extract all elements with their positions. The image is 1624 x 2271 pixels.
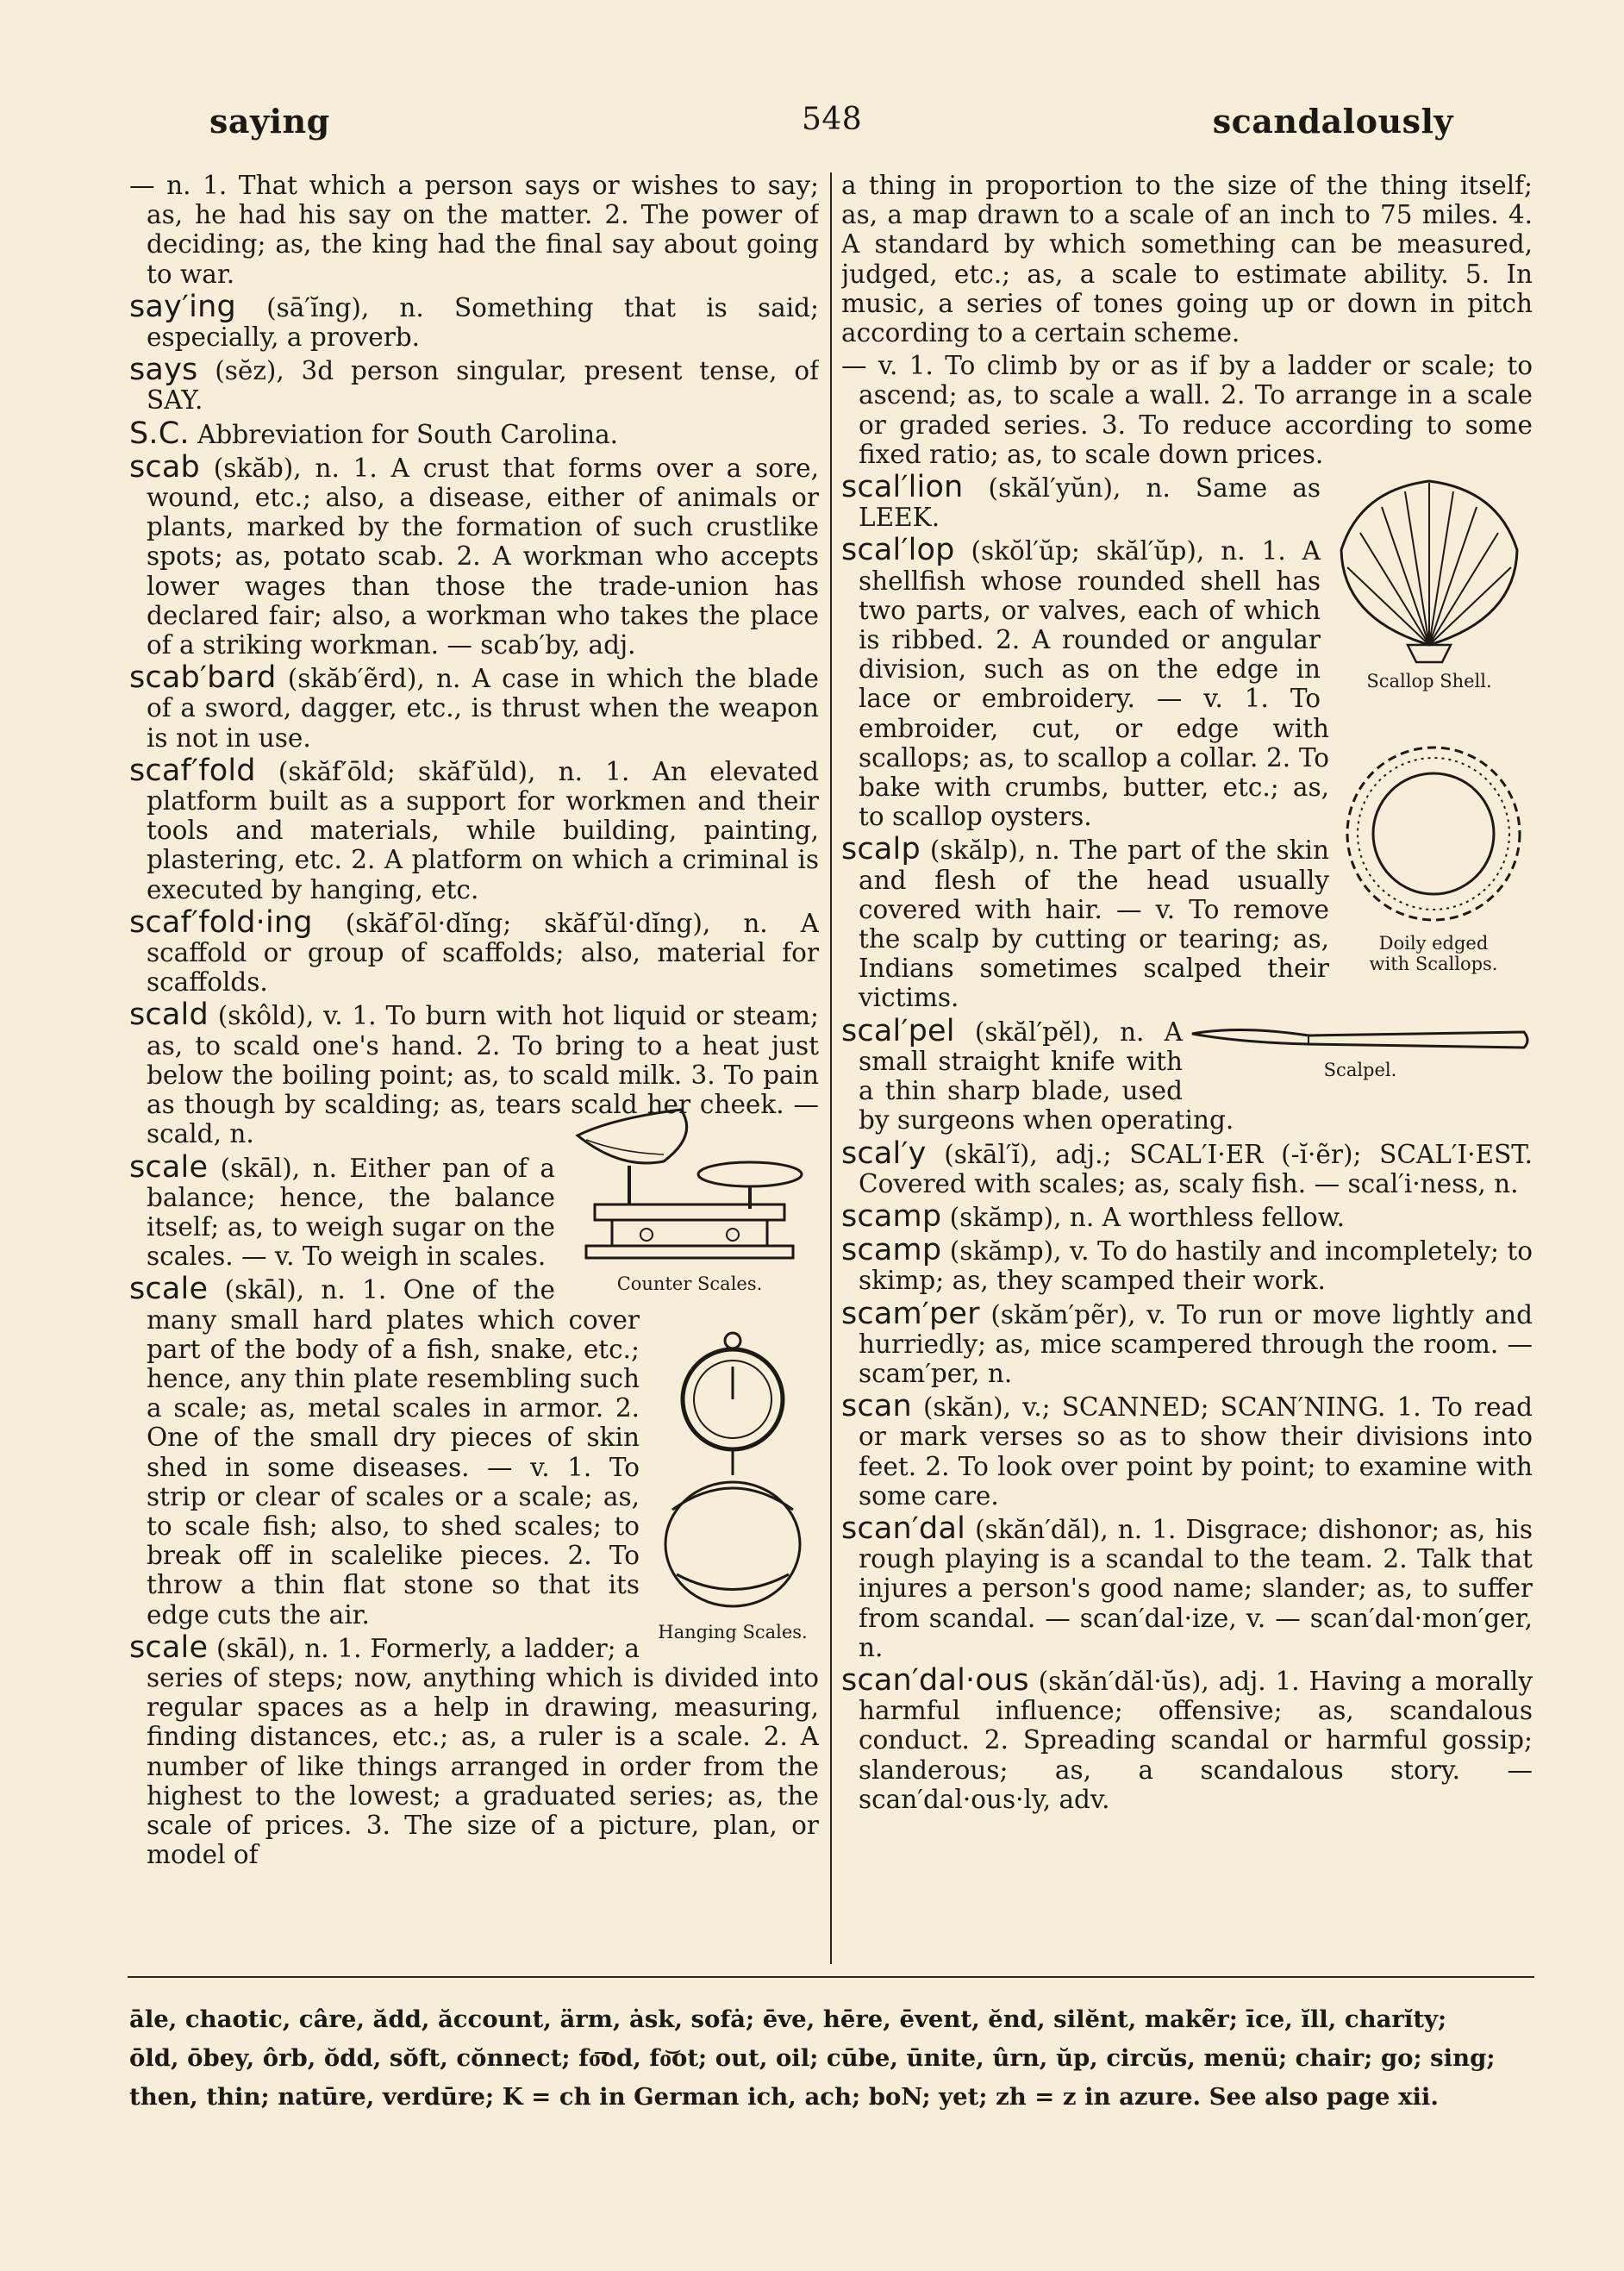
definition: (skăn′dăl·ŭs), adj. 1. Having a morally harmful influence; offensive; as, scandalous conduct. 2. Spreading scandal or harmful gossip; slanderous; as, a scandalous story. — scan′dal·ous·ly, adv.	[859, 1666, 1533, 1814]
definition: Abbreviation for South Carolina.	[189, 419, 619, 449]
headword: scab′bard	[129, 660, 277, 696]
definition: a thing in proportion to the size of the thing itself; as, a map drawn to a scale of an inch to 75 miles. 4. A standard by which something can be measured, judged, etc.; as, a scale to estimate ability. 5. In music, a series of tones going up or down in pitch according to a certain scheme.	[841, 171, 1533, 348]
entry-sc	[129, 416, 819, 451]
definition: (skăn′dăl), n. 1. Disgrace; dishonor; as, his rough playing is a scandal to the team. 2. Talk that injures a person's good name; slander; as, to suffer from scandal. — scan′dal·ize, v. — scan′dal·mon′ger, n.	[859, 1514, 1533, 1662]
definition: (skăl′pĕl), n. A small straight knife with a thin sharp blade, used by surgeons when operating.	[859, 1017, 1234, 1136]
entry-scale-continued	[841, 171, 1533, 347]
counter-scales-illustration	[560, 1101, 819, 1273]
headword: scal′lion	[841, 470, 964, 505]
definition: (skāl′ĭ), adj.; SCAL′I·ER (-ĭ·ẽr); SCAL′I·EST. Covered with scales; as, scaly fish. — scal′i·ness, n.	[859, 1139, 1533, 1198]
headword: scale	[129, 1272, 209, 1307]
headword: scald	[129, 998, 209, 1033]
page-number: 548	[802, 102, 863, 137]
footer-rule	[128, 1976, 1534, 1978]
definition: (skăb′ẽrd), n. A case in which the blade of a sword, dagger, etc., is thrust when the weapon is not in use.	[147, 664, 819, 753]
doily-figure	[1334, 735, 1533, 974]
hanging-scales-illustration	[646, 1329, 819, 1622]
headword: scal′y	[841, 1136, 927, 1171]
headword: scaf′fold	[129, 753, 256, 788]
headword: scale	[129, 1149, 209, 1185]
doily-illustration	[1334, 735, 1533, 933]
headword: scab	[129, 449, 200, 485]
entry-scamp-verb	[841, 1233, 1533, 1296]
key-line: āle, chaotic, câre, ădd, ăccount, ärm, ȧsk, sofȧ; ēve, hēre, ēvent, ĕnd, silĕnt, makẽr; īce, ĭll, charĭty;	[129, 2005, 1447, 2033]
right-column	[841, 171, 1533, 1964]
definition: — n. 1. That which a person says or wishes to say; as, he had his say on the matter. 2. The power of deciding; as, the king had the final say about going to war.	[129, 171, 819, 289]
headword: say′ing	[129, 289, 236, 324]
definition: (skŏl′ŭp; skăl′ŭp), n. 1. A shellfish whose rounded shell has two parts, or valves, each of which is ribbed. 2. A rounded or angular division, such as on the edge in lace or embroidery. — v. 1. To embroider, cut, or edge with scallops; as, to scallop a collar. 2. To bake with crumbs, butter, etc.; as, to scallop oysters.	[859, 536, 1329, 832]
definition: (skălp), n. The part of the skin and flesh of the head usually covered with hair. — v. To remove the scalp by cutting or tearing; as, Indians sometimes scalped their victims.	[859, 835, 1329, 1013]
entry-scale-verb	[841, 351, 1533, 469]
definition: (skāl), n. 1. One of the many small hard plates which cover part of the body of a fish, snake, etc.; hence, any thin plate resembling such a scale; as, metal scales in armor. 2. One of the small dry pieces of skin shed in some diseases. — v. 1. To strip or clear of scales or a scale; as, to scale fish; also, to shed scales; to break off in scalelike pieces. 2. To throw a thin flat stone so that its edge cuts the air.	[147, 1275, 640, 1630]
definition: (skămp), v. To do hastily and incompletely; to skimp; as, they scamped their work.	[859, 1236, 1533, 1296]
definition: (skăm′pẽr), v. To run or move lightly and hurriedly; as, mice scampered through the room. — scam′per, n.	[859, 1299, 1533, 1388]
scallop-shell-illustration	[1326, 472, 1533, 671]
headword: scalp	[841, 832, 921, 867]
definition: (skāl), n. Either pan of a balance; hence, the balance itself; as, to weigh sugar on the scales. — v. To weigh in scales.	[147, 1153, 555, 1272]
key-line: ōld, ōbey, ôrb, ŏdd, sŏft, cŏnnect; fo͞od, fo͝ot; out, oil; cūbe, ūnite, ûrn, ŭp, circŭs, menü; chair; go; sing;	[129, 2044, 1496, 2072]
entry-scandal	[841, 1511, 1533, 1662]
definition: (sĕz), 3d person singular, present tense, of SAY.	[147, 356, 819, 416]
scalpel-illustration	[1188, 1017, 1533, 1060]
scallop-shell-figure	[1326, 472, 1533, 691]
headword: scam′per	[841, 1296, 980, 1331]
figure-caption: Hanging Scales.	[658, 1621, 808, 1642]
headword: scan	[841, 1389, 912, 1424]
definition: (skămp), n. A worthless fellow.	[941, 1202, 1345, 1232]
headword: scamp	[841, 1198, 942, 1234]
figure-caption: Scalpel.	[1323, 1059, 1397, 1080]
definition: (skăf′ōld; skăf′ŭld), n. 1. An elevated platform built as a support for workmen and their tools and materials, while building, painting, plastering, etc. 2. A platform on which a criminal is executed by hanging, etc.	[147, 756, 819, 904]
entry-scan	[841, 1389, 1533, 1511]
figure-caption: Doily edged	[1378, 933, 1489, 954]
hanging-scales-figure	[646, 1329, 819, 1642]
left-column	[129, 171, 819, 1964]
headword: scamp	[841, 1233, 942, 1268]
guide-word-left: saying	[209, 102, 330, 141]
headword: scal′lop	[841, 533, 955, 568]
entry-scamper	[841, 1296, 1533, 1389]
entry-scaly	[841, 1136, 1533, 1198]
guide-word-right: scandalously	[1212, 102, 1453, 141]
pronunciation-key	[129, 2000, 1534, 2117]
definition: (skăb), n. 1. A crust that forms over a sore, wound, etc.; also, a disease, either of animals or plants, marked by the formation of such crustlike spots; as, potato scab. 2. A workman who accepts lower wages than those the trade-union has declared fair; also, a workman who takes the place of a striking workman. — scab′by, adj.	[147, 453, 819, 660]
headword: scaf′fold·ing	[129, 904, 313, 940]
figure-caption: Counter Scales.	[616, 1273, 763, 1294]
definition: — v. 1. To climb by or as if by a ladder or scale; to ascend; as, to scale a wall. 2. To arrange in a scale or graded series. 3. To reduce according to some fixed ratio; as, to scale down prices.	[841, 351, 1533, 469]
key-line: then, thin; natūre, verdūre; K = ch in German ich, ach; boN; yet; zh = z in azure. See also page xii.	[129, 2083, 1439, 2111]
entry-say-noun	[129, 171, 819, 289]
entry-scaffolding	[129, 904, 819, 998]
entry-says	[129, 355, 819, 415]
headword: scan′dal·ous	[841, 1662, 1029, 1698]
headword: says	[129, 353, 198, 388]
headword: scan′dal	[841, 1511, 966, 1546]
definition: (skôld), v. 1. To burn with hot liquid or steam; as, to scald one's hand. 2. To bring to a heat just below the boiling point; as, to scald milk. 3. To pain as though by scalding; as, tears scald her cheek. — scald, n.	[147, 1001, 819, 1149]
headword: scale	[129, 1630, 209, 1665]
entry-scab	[129, 449, 819, 660]
entry-scabbard	[129, 660, 819, 753]
definition: (skāl), n. 1. Formerly, a ladder; a series of steps; now, anything which is divided into regular spaces as a help in drawing, measuring, finding distances, etc.; as, a ruler is a scale. 2. A number of like things arranged in order from the highest to the lowest; a graduated series; as, the scale of prices. 3. The size of a picture, plan, or model of	[147, 1633, 819, 1870]
entry-scandalous	[841, 1662, 1533, 1814]
definition: (skăf′ōl·dĭng; skăf′ŭl·dĭng), n. A scaffold or group of scaffolds; also, material for scaffolds.	[147, 908, 819, 998]
column-divider	[830, 172, 832, 1964]
scalpel-figure	[1188, 1017, 1533, 1080]
figure-caption: Scallop Shell.	[1366, 671, 1492, 692]
entry-scamp-noun	[841, 1198, 1533, 1234]
headword: scal′pel	[841, 1013, 955, 1048]
figure-caption: with Scallops.	[1369, 954, 1498, 975]
counter-scales-figure	[560, 1101, 819, 1294]
entry-scaffold	[129, 753, 819, 904]
entry-saying	[129, 289, 819, 353]
definition: (skăl′yŭn), n. Same as LEEK.	[859, 473, 1321, 533]
headword: S.C.	[129, 416, 190, 451]
definition: (sā′ĭng), n. Something that is said; especially, a proverb.	[147, 292, 819, 353]
definition: (skăn), v.; SCANNED; SCAN′NING. 1. To read or mark verses so as to show their divisions into feet. 2. To look over point by point; to examine with some care.	[859, 1392, 1533, 1511]
